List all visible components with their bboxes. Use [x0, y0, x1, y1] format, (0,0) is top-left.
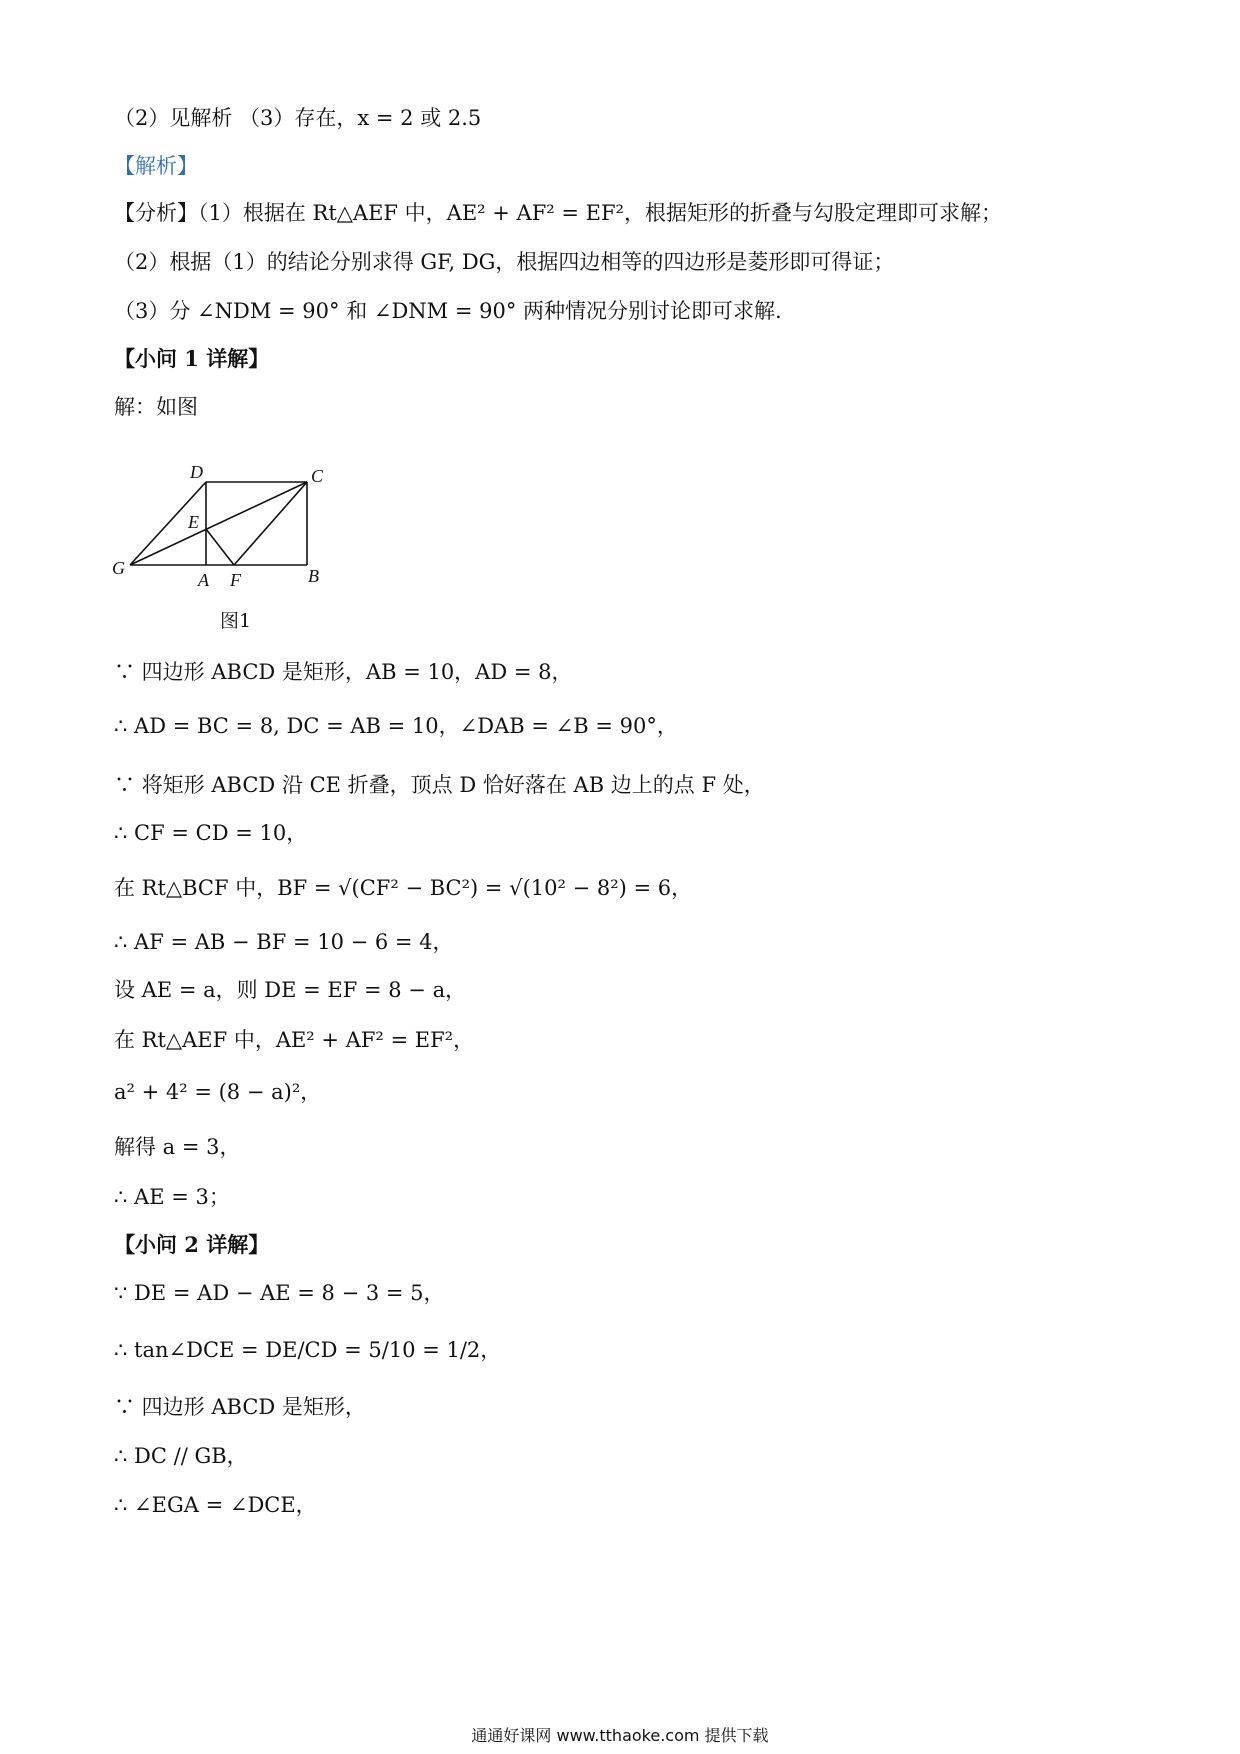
ae-result: ∴ AE = 3；: [114, 1185, 230, 1209]
segment-fc: [234, 482, 307, 565]
bf-computation: 在 Rt△BCF 中，BF = √(CF² − BC²) = √(10² − 8²) = 6，: [114, 876, 693, 900]
label-a: A: [198, 570, 209, 590]
figure-caption: 图1: [220, 610, 252, 632]
solve-a: 解得 a = 3，: [114, 1135, 241, 1159]
dc-parallel-gb: ∴ DC // GB，: [114, 1444, 248, 1468]
label-b: B: [308, 566, 319, 586]
pythagoras-aef: 在 Rt△AEF 中，AE² + AF² = EF²，: [114, 1028, 475, 1052]
angle-ega-dce: ∴ ∠EGA = ∠DCE，: [114, 1493, 317, 1517]
fold-statement: ∵ 将矩形 ABCD 沿 CE 折叠，顶点 D 恰好落在 AB 边上的点 F 处，: [114, 773, 765, 797]
analysis-tag: 【解析】: [114, 154, 198, 178]
footer-watermark: 通通好课网 www.tthaoke.com 提供下载: [471, 1726, 769, 1745]
segment-ef: [206, 529, 234, 565]
rectangle-restate: ∵ 四边形 ABCD 是矩形，: [114, 1395, 366, 1419]
segment-gc: [130, 482, 307, 565]
analysis-part1: 【分析】（1）根据在 Rt△AEF 中，AE² + AF² = EF²，根据矩形的折叠与勾股定理即可求解；: [114, 201, 1002, 225]
answer-summary: （2）见解析 （3）存在，x = 2 或 2.5: [114, 106, 482, 130]
subquestion1-heading: 【小问 1 详解】: [114, 346, 270, 371]
label-d: D: [190, 462, 203, 482]
given-rectangle: ∵ 四边形 ABCD 是矩形，AB = 10，AD = 8，: [114, 660, 573, 684]
subquestion2-heading: 【小问 2 详解】: [114, 1232, 270, 1257]
set-ae: 设 AE = a，则 DE = EF = 8 − a，: [114, 978, 467, 1002]
label-e: E: [188, 512, 199, 532]
de-computation: ∵ DE = AD − AE = 8 − 3 = 5，: [114, 1281, 445, 1305]
rectangle-properties: ∴ AD = BC = 8, DC = AB = 10，∠DAB = ∠B = 90°，: [114, 714, 678, 738]
label-g: G: [112, 558, 125, 578]
tan-dce: ∴ tan∠DCE = DE/CD = 5/10 = 1/2，: [114, 1338, 502, 1362]
solution-intro: 解：如图: [114, 395, 198, 419]
label-f: F: [230, 570, 241, 590]
geometry-figure: [110, 460, 340, 600]
af-computation: ∴ AF = AB − BF = 10 − 6 = 4，: [114, 930, 454, 954]
analysis-part2: （2）根据（1）的结论分别求得 GF, DG，根据四边相等的四边形是菱形即可得证；: [114, 250, 895, 274]
cf-equals-cd: ∴ CF = CD = 10，: [114, 821, 308, 845]
equation-a: a² + 4² = (8 − a)²，: [114, 1080, 322, 1104]
label-c: C: [311, 466, 324, 486]
analysis-part3: （3）分 ∠NDM = 90° 和 ∠DNM = 90° 两种情况分别讨论即可求解.: [114, 299, 782, 323]
